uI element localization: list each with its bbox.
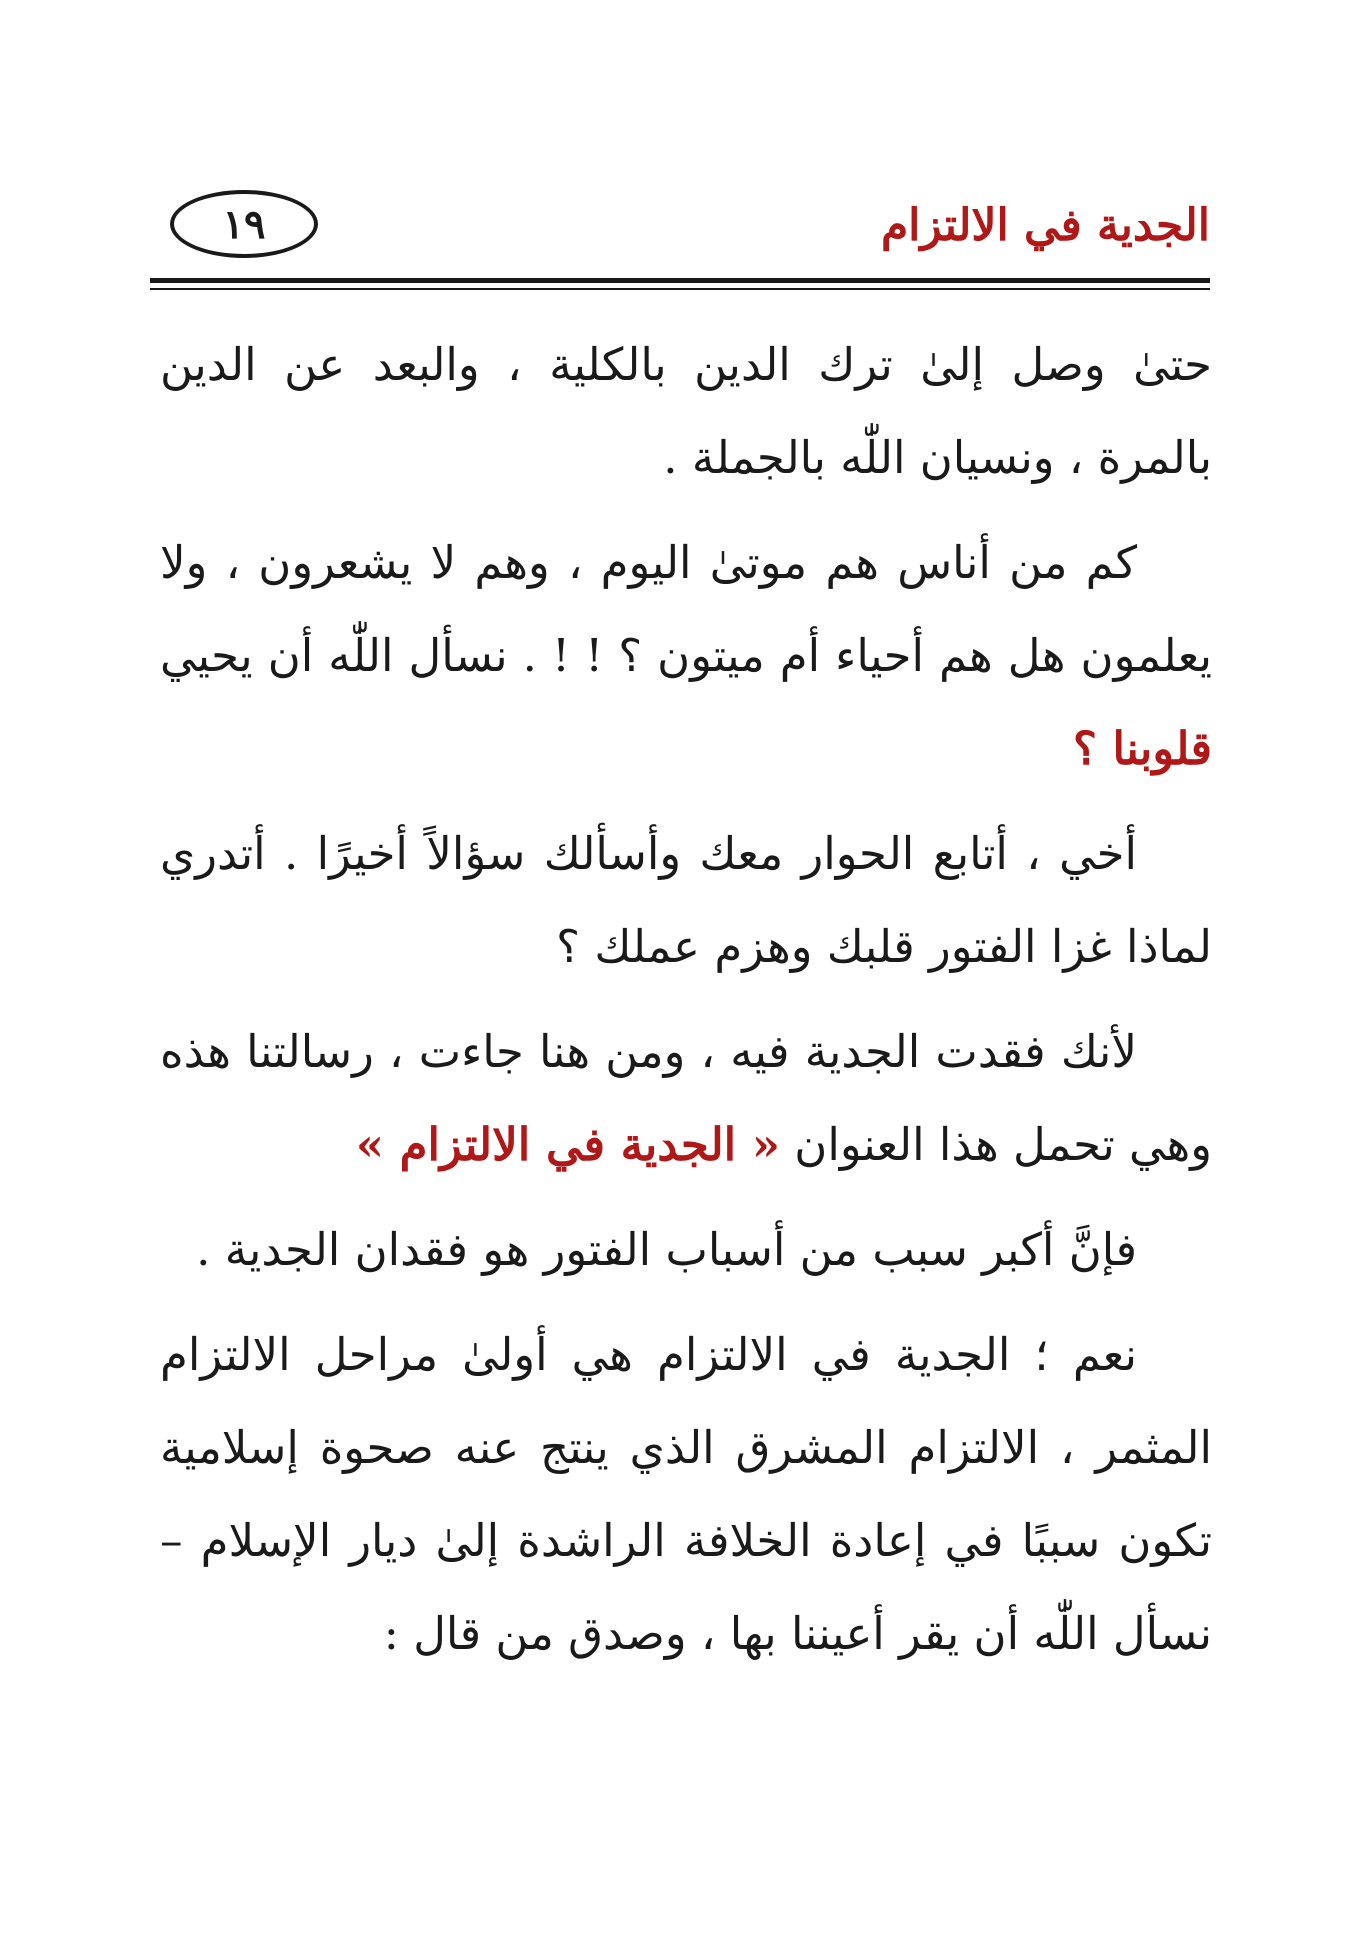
text-body: [160, 318, 1212, 1692]
highlighted-phrase-hearts: قلوبنا ؟: [1072, 722, 1212, 775]
paragraph-4: [160, 1005, 1212, 1191]
page-header: [150, 180, 1210, 290]
paragraph-1-text: حتىٰ وصل إلىٰ ترك الدين بالكلية ، والبعد عن الدين بالمرة ، ونسيان اللّٰه بالجملة .: [160, 338, 1212, 484]
paragraph-5: [160, 1203, 1212, 1296]
paragraph-6: [160, 1308, 1212, 1680]
paragraph-3-text: أخي ، أتابع الحوار معك وأسألك سؤالاً أخيرًا . أتدري لماذا غزا الفتور قلبك وهزم عملك ؟: [160, 827, 1212, 973]
paragraph-5-text: فإنَّ أكبر سبب من أسباب الفتور هو فقدان الجدية .: [196, 1223, 1137, 1276]
page-number: ١٩: [170, 190, 318, 258]
paragraph-6-text: نعم ؛ الجدية في الالتزام هي أولىٰ مراحل الالتزام المثمر ، الالتزام المشرق الذي ينتج عنه صحوة إسلامية تكون سببًا في إعادة الخلافة الراشدة إلىٰ ديار الإسلام – نسأل اللّٰه أن يقر أعيننا بها ، وصدق من قال :: [160, 1328, 1212, 1660]
paragraph-4-text: لأنك فقدت الجدية فيه ، ومن هنا جاءت ، رسالتنا هذه وهي تحمل هذا العنوان: [160, 1025, 1212, 1171]
header-rule-thin: [150, 288, 1210, 290]
paragraph-3: [160, 807, 1212, 993]
paragraph-2: [160, 516, 1212, 795]
highlighted-title-quote: « الجدية في الالتزام »: [355, 1118, 780, 1171]
paragraph-2-text: كم من أناس هم موتىٰ اليوم ، وهم لا يشعرون ، ولا يعلمون هل هم أحياء أم ميتون ؟ ! ! . نسأل اللّٰه أن يحيي: [160, 536, 1212, 682]
paragraph-1: [160, 318, 1212, 504]
running-title: الجدية في الالتزام: [880, 200, 1210, 251]
header-rule-thick: [150, 278, 1210, 283]
